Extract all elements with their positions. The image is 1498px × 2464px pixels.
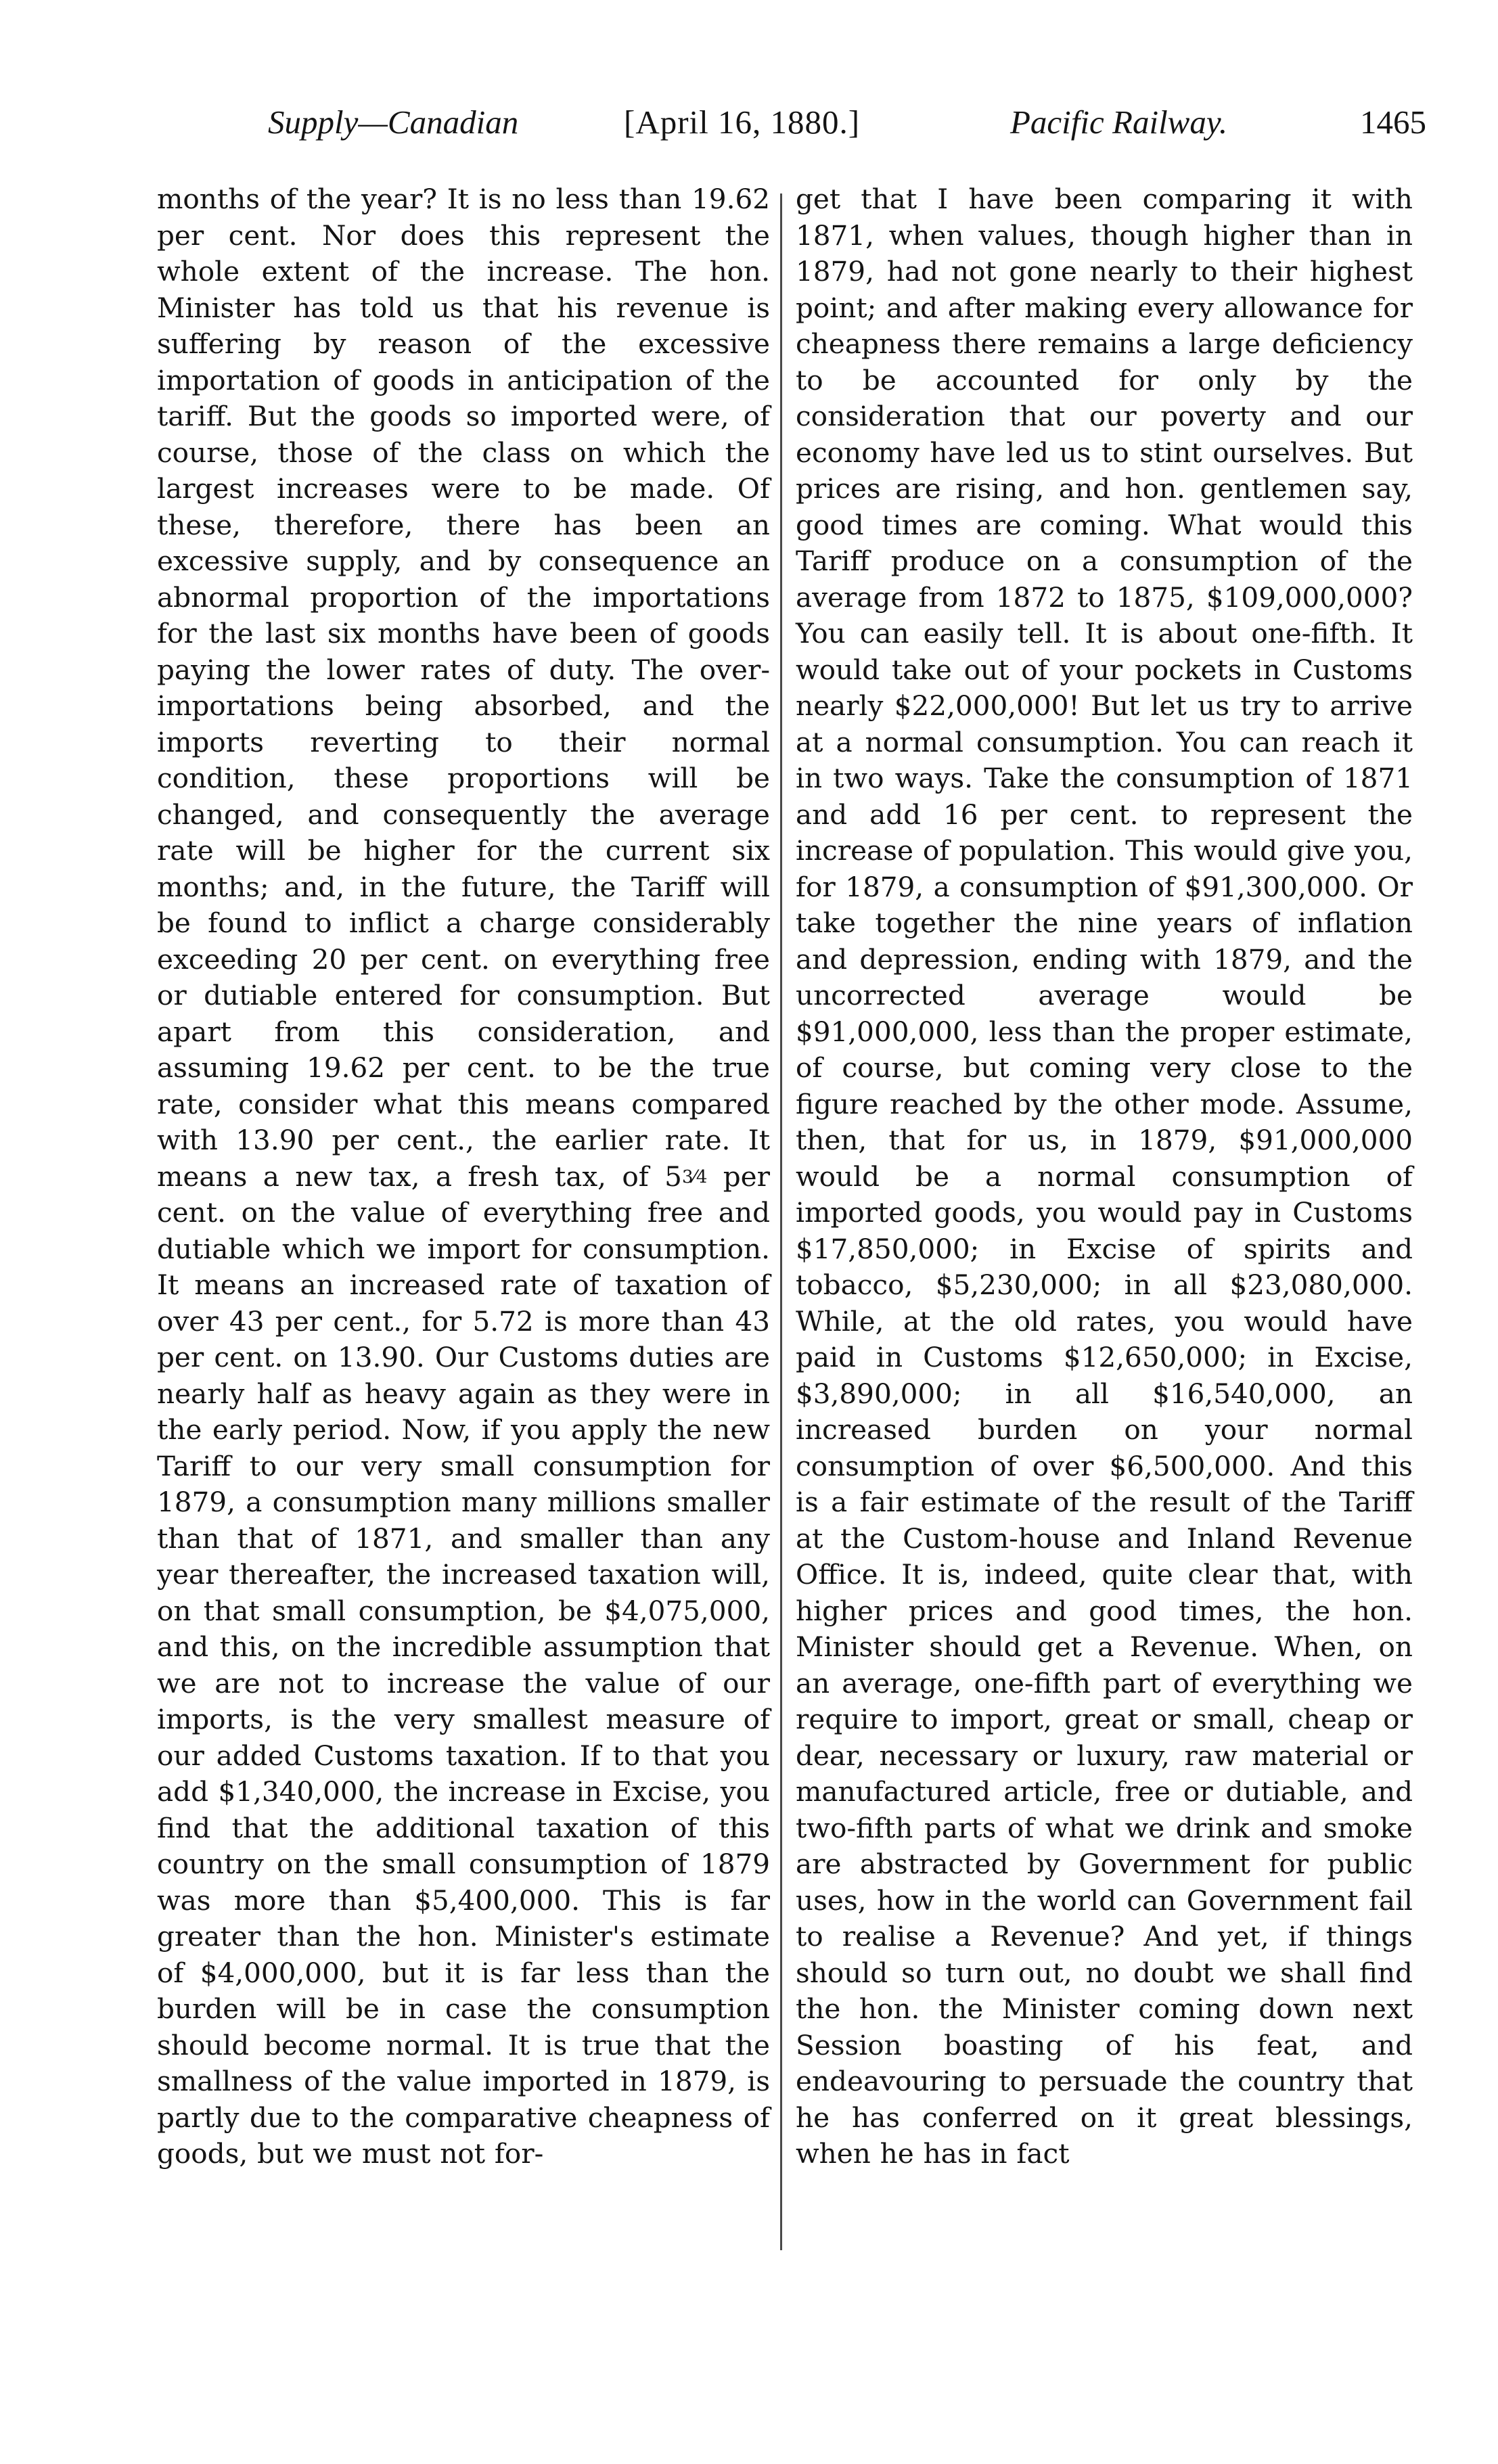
fraction-three-quarters: 3⁄4 [681, 1166, 708, 1187]
header-left-title: Supply—Canadian [268, 104, 519, 141]
left-column-text-part-1: months of the year? It is no less than 19.62 per cent. Nor does this represent the whole extent of the increase. The hon. Minister has told us that his revenue is suffering by reason of the excessive importation of goods in anticipation of the tariff. But the goods so imported were, of course, those of the class on which the largest increases were to be made. Of these, therefore, there has been an excessive supply, and by consequence an abnormal proportion of the importations for the last six months have been of goods paying the lower rates of duty. The over-importations being absorbed, and the imports reverting to their normal condition, these proportions will be changed, and consequently the average rate will be higher for the current six months; and, in the future, the Tariff will be found to inflict a charge considerably exceeding 20 per cent. on everything free or dutiable entered for consumption. But apart from this consideration, and assuming 19.62 per cent. to be the true rate, consider what this means compared with 13.90 per cent., the earlier rate. It means a new tax, a fresh tax, of 5 [157, 183, 770, 1193]
header-right-title: Pacific Railway. [1010, 104, 1228, 141]
column-divider [780, 193, 782, 2250]
right-column-text-body: get that I have been comparing it with 1871, when values, though higher than in 1879, had not gone nearly to their highest point; and after making every allowance for cheapness there remains a large deficiency to be accounted for only by the consideration that our poverty and our economy have led us to stint ourselves. But prices are rising, and hon. gentlemen say, good times are coming. What would this Tariff produce on a consumption of the average from 1872 to 1875, $109,000,000? You can easily tell. It is about one-fifth. It would take out of your pockets in Customs nearly $22,000,000! But let us try to arrive at a normal consumption. You can reach it in two ways. Take the consumption of 1871 and add 16 per cent. to represent the increase of population. This would give you, for 1879, a consumption of $91,300,000. Or take together the nine years of inflation and depression, ending with 1879, and the uncorrected average would be $91,000,000, less than the proper estimate, of course, but coming very close to the figure reached by the other mode. Assume, then, that for us, in 1879, $91,000,000 would be a normal consumption of imported goods, you would pay in Customs $17,850,000; in Excise of spirits and tobacco, $5,230,000; in all $23,080,000. While, at the old rates, you would have paid in Customs $12,650,000; in Excise, $3,890,000; in all $16,540,000, an increased burden on your normal consumption of over $6,500,000. And this is a fair estimate of the result of the Tariff at the Custom-house and Inland Revenue Office. It is, indeed, quite clear that, with higher prices and good times, the hon. Minister should get a Revenue. When, on an average, one-fifth part of everything we require to import, great or small, cheap or dear, necessary or luxury, raw material or manufactured article, free or dutiable, and two-fifth parts of what we drink and smoke are abstracted by Government for public uses, how in the world can Government fail to realise a Revenue? And yet, if things should so turn out, no doubt we shall find the hon. the Minister coming down next Session boasting of his feat, and endeavouring to persuade the country that he has conferred on it great blessings, when he has in fact [796, 183, 1413, 2170]
left-column-text [157, 181, 770, 2258]
header-date: [April 16, 1880.] [624, 104, 861, 141]
page-number: 1465 [1360, 104, 1426, 141]
left-column-text-part-2: per cent. on the value of everything free and dutiable which we import for consumption. It means an increased rate of taxation of over 43 per cent., for 5.72 is more than 43 per cent. on 13.90. Our Customs duties are nearly half as heavy again as they were in the early period. Now, if you apply the new Tariff to our very small consumption for 1879, a consumption many millions smaller than that of 1871, and smaller than any year thereafter, the increased taxation will, on that small consumption, be $4,075,000, and this, on the incredible assumption that we are not to increase the value of our imports, is the very smallest measure of our added Customs taxation. If to that you add $1,340,000, the increase in Excise, you find that the additional taxation of this country on the small consumption of 1879 was more than $5,400,000. This is far greater than the hon. Minister's estimate of $4,000,000, but it is far less than the burden will be in case the consumption should become normal. It is true that the smallness of the value imported in 1879, is partly due to the comparative cheapness of goods, but we must not for- [157, 1160, 770, 2170]
running-header [268, 99, 1426, 146]
right-column-text [796, 181, 1413, 2258]
